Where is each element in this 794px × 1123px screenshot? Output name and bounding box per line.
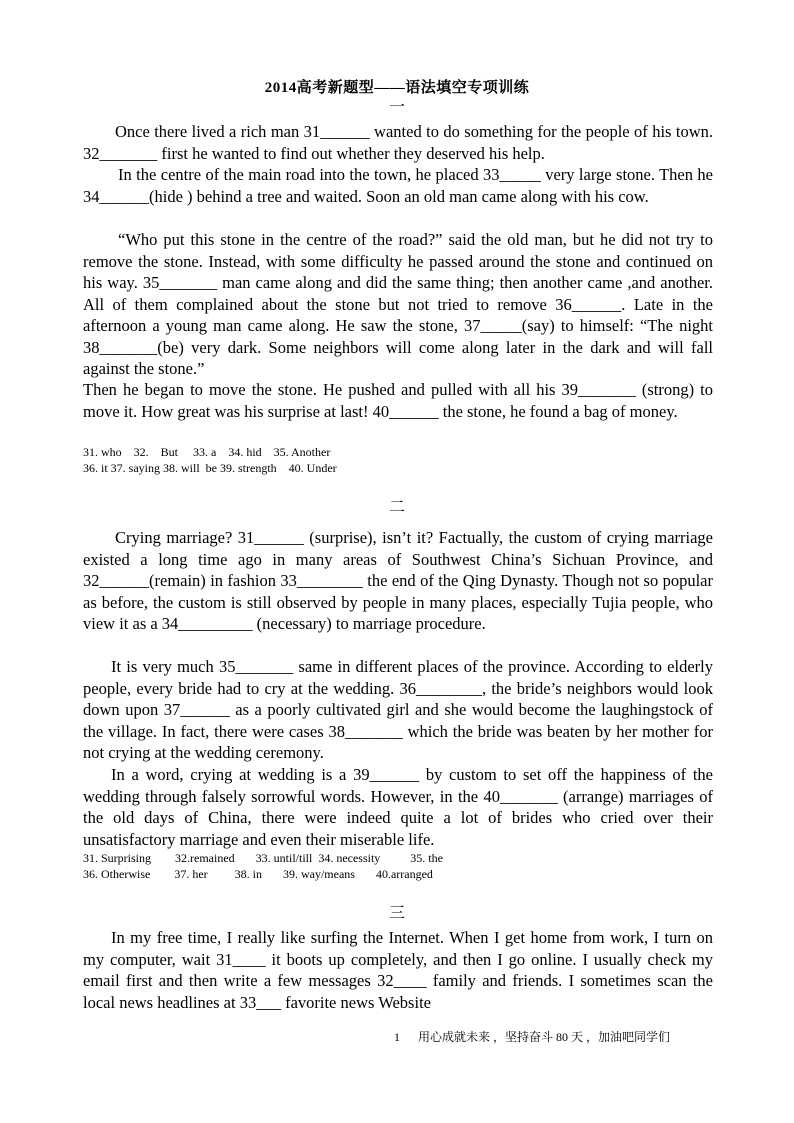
page-footer: 1 用心成就未来 ，坚持奋斗 80 天 ，加油吧同学们: [394, 1030, 671, 1044]
section-1-paragraph-4: [83, 379, 713, 422]
paragraph-text: Crying marriage? 31______ (surprise), isn’t it? Factually, the custom of crying marriage existed a long time ago in many areas of Southwest China’s Sichuan Province, and 32______(remain) in fashion 33________ the end of the Qing Dynasty. Though not so popular as before, the custom is still observed by people in many places, especially Tujia people, who view it as a 34_________ (necessary) to marriage procedure.: [83, 528, 713, 633]
paragraph-text: In a word, crying at wedding is a 39______ by custom to set off the happiness of the wedding through falsely sorrowful words. However, in the 40_______ (arrange) marriages of the old days of China, there were indeed quite a lot of brides who cried over their unsatisfactory marriage and even their miserable life.: [83, 765, 713, 849]
section-2-paragraph-2: [83, 656, 713, 764]
section-2-paragraph-3: [83, 764, 713, 850]
section-2-number: 二: [388, 499, 405, 516]
section-2-answers-line-1: 31. Surprising 32.remained 33. until/till 34. necessity 35. the: [83, 851, 443, 865]
section-1-answers-line-1: 31. who 32. But 33. a 34. hid 35. Another: [83, 445, 331, 459]
section-3-number: 三: [388, 905, 405, 922]
paragraph-text: Then he began to move the stone. He pushed and pulled with all his 39_______ (strong) to move it. How great was his surprise at last! 40______ the stone, he found a bag of money.: [83, 380, 713, 421]
section-2-paragraph-1: [83, 527, 713, 635]
section-1-number: 一: [388, 99, 405, 116]
paragraph-text: “Who put this stone in the centre of the road?” said the old man, but he did not try to remove the stone. Instead, with some difficulty he passed around the stone and continued on his way. 35_______ man came along and did the same thing; then another came ,and another. All of them complained about the stone but not tried to remove 36______. Late in the afternoon a young man came along. He saw the stone, 37_____(say) to himself: “The night 38_______(be) very dark. Some neighbors will come along later in the dark and will fall against the stone.”: [83, 230, 713, 378]
paragraph-text: It is very much 35_______ same in different places of the province. According to elderly people, every bride had to cry at the wedding. 36________, the bride’s neighbors would look down upon 37______ as a poorly cultivated girl and she would become the laughingstock of the village. In fact, there were cases 38_______ which the bride was beaten by her mother for not crying at the wedding ceremony.: [83, 657, 713, 762]
page-title: 2014高考新题型——语法填空专项训练: [264, 80, 530, 96]
paragraph-text: Once there lived a rich man 31______ wanted to do something for the people of his town. 32_______ first he wanted to find out whether they deserved his help.: [83, 122, 713, 163]
section-1-paragraph-2: [83, 164, 713, 207]
section-1-paragraph-3: [83, 229, 713, 380]
paragraph-text: In the centre of the main road into the town, he placed 33_____ very large stone. Then he 34______(hide ) behind a tree and waited. Soon an old man came along with his cow.: [83, 165, 713, 206]
section-3-paragraph-1: [83, 927, 713, 1013]
section-1-answers-line-2: 36. it 37. saying 38. will be 39. strength 40. Under: [83, 461, 337, 475]
section-2-answers-line-2: 36. Otherwise 37. her 38. in 39. way/means 40.arranged: [83, 867, 433, 881]
paragraph-text: In my free time, I really like surfing the Internet. When I get home from work, I turn on my computer, wait 31____ it boots up completely, and then I go online. I usually check my email first and then write a few messages 32____ family and friends. I sometimes scan the local news headlines at 33___ favorite news Website: [83, 928, 713, 1012]
section-1-paragraph-1: [83, 121, 713, 164]
